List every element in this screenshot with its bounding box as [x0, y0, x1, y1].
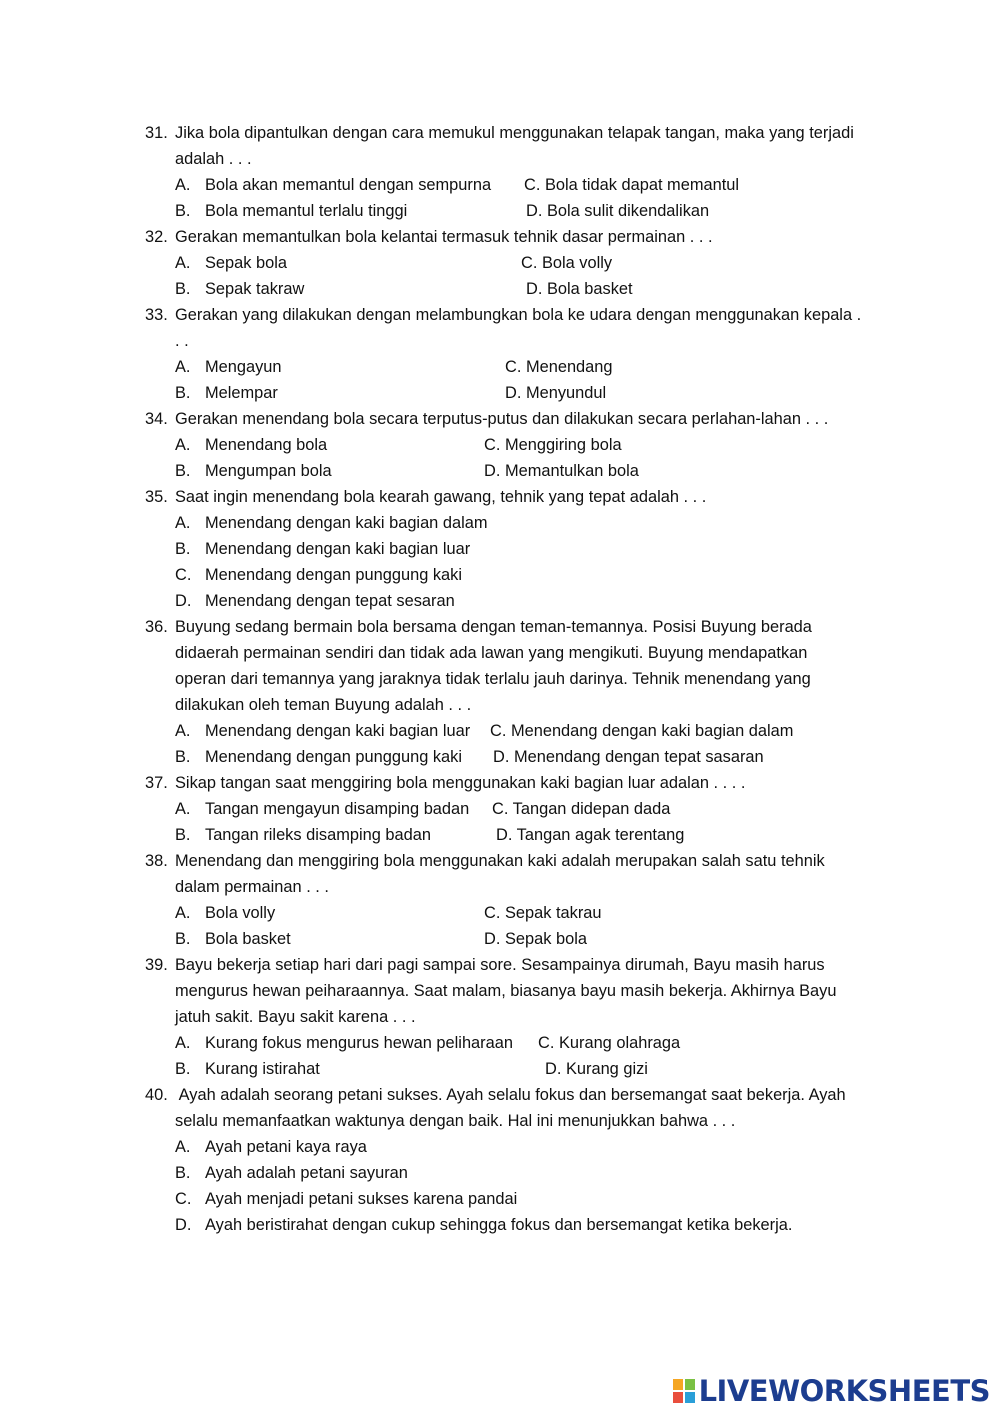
- question-35-option-c[interactable]: Menendang dengan punggung kaki: [205, 566, 463, 584]
- question-33-option-c[interactable]: C. Menendang: [505, 358, 613, 376]
- question-31-option-d[interactable]: D. Bola sulit dikendalikan: [526, 202, 710, 220]
- question-38-text: Menendang dan menggiring bola menggunakan kaki adalah merupakan salah satu tehnik: [175, 852, 825, 870]
- option-letter: A.: [175, 436, 191, 454]
- question-34-option-c[interactable]: C. Menggiring bola: [484, 436, 622, 454]
- question-36-text: operan dari temannya yang jaraknya tidak terlalu jauh darinya. Tehnik menendang yang: [175, 670, 811, 688]
- question-39-option-d[interactable]: D. Kurang gizi: [545, 1060, 648, 1078]
- question-40-number: 40.: [145, 1086, 168, 1104]
- question-33-option-b[interactable]: Melempar: [205, 384, 278, 402]
- question-35-number: 35.: [145, 488, 168, 506]
- option-letter: A.: [175, 176, 191, 194]
- option-letter: D.: [175, 1216, 192, 1234]
- question-32-option-a[interactable]: Sepak bola: [205, 254, 288, 272]
- question-39-option-c[interactable]: C. Kurang olahraga: [538, 1034, 681, 1052]
- question-39-option-b[interactable]: Kurang istirahat: [205, 1060, 320, 1078]
- question-39-number: 39.: [145, 956, 168, 974]
- question-36-number: 36.: [145, 618, 168, 636]
- question-39-text: mengurus hewan peiharaannya. Saat malam, biasanya bayu masih bekerja. Akhirnya Bayu: [175, 982, 837, 1000]
- question-39-text: jatuh sakit. Bayu sakit karena . . .: [175, 1008, 416, 1026]
- question-37-option-d[interactable]: D. Tangan agak terentang: [496, 826, 685, 844]
- option-letter: A.: [175, 254, 191, 272]
- liveworksheets-brand[interactable]: [673, 1373, 990, 1409]
- option-letter: A.: [175, 904, 191, 922]
- question-40-option-c[interactable]: Ayah menjadi petani sukses karena pandai: [205, 1190, 518, 1208]
- question-34-option-b[interactable]: Mengumpan bola: [205, 462, 332, 480]
- question-39-option-a[interactable]: Kurang fokus mengurus hewan peliharaan: [205, 1034, 513, 1052]
- option-letter: A.: [175, 1034, 191, 1052]
- option-letter: B.: [175, 930, 191, 948]
- question-40-option-d[interactable]: Ayah beristirahat dengan cukup sehingga fokus dan bersemangat ketika bekerja.: [205, 1216, 793, 1234]
- question-32-text: Gerakan memantulkan bola kelantai termasuk tehnik dasar permainan . . .: [175, 228, 713, 246]
- question-37-option-b[interactable]: Tangan rileks disamping badan: [205, 826, 431, 844]
- option-letter: C.: [175, 1190, 192, 1208]
- option-letter: C.: [175, 566, 192, 584]
- option-letter: B.: [175, 462, 191, 480]
- question-40-text: selalu memanfaatkan waktunya dengan baik. Hal ini menunjukkan bahwa . . .: [175, 1112, 736, 1130]
- liveworksheets-wordmark: LIVEWORKSHEETS: [698, 1374, 990, 1408]
- question-31-option-b[interactable]: Bola memantul terlalu tinggi: [205, 202, 408, 220]
- option-letter: B.: [175, 826, 191, 844]
- question-38-option-b[interactable]: Bola basket: [205, 930, 291, 948]
- option-letter: A.: [175, 800, 191, 818]
- question-36-option-b[interactable]: Menendang dengan punggung kaki: [205, 748, 463, 766]
- question-40-option-b[interactable]: Ayah adalah petani sayuran: [205, 1164, 408, 1182]
- question-32-option-d[interactable]: D. Bola basket: [526, 280, 633, 298]
- question-34-option-a[interactable]: Menendang bola: [205, 436, 328, 454]
- question-40-option-a[interactable]: Ayah petani kaya raya: [205, 1138, 367, 1156]
- option-letter: A.: [175, 1138, 191, 1156]
- option-letter: B.: [175, 1060, 191, 1078]
- question-34-number: 34.: [145, 410, 168, 428]
- question-31-text: adalah . . .: [175, 150, 252, 168]
- question-36-text: didaerah permainan sendiri dan tidak ada lawan yang mengikuti. Buyung mendapatkan: [175, 644, 808, 662]
- question-31-option-c[interactable]: C. Bola tidak dapat memantul: [524, 176, 740, 194]
- option-letter: B.: [175, 540, 191, 558]
- question-31-number: 31.: [145, 124, 168, 142]
- question-32-option-b[interactable]: Sepak takraw: [205, 280, 305, 298]
- question-37-option-c[interactable]: C. Tangan didepan dada: [492, 800, 671, 818]
- question-32-option-c[interactable]: C. Bola volly: [521, 254, 613, 272]
- question-37-option-a[interactable]: Tangan mengayun disamping badan: [205, 800, 470, 818]
- question-33-option-d[interactable]: D. Menyundul: [505, 384, 607, 402]
- question-33-text: . .: [175, 332, 189, 350]
- question-38-option-c[interactable]: C. Sepak takrau: [484, 904, 602, 922]
- option-letter: D.: [175, 592, 192, 610]
- question-38-option-d[interactable]: D. Sepak bola: [484, 930, 587, 948]
- question-38-option-a[interactable]: Bola volly: [205, 904, 276, 922]
- question-33-number: 33.: [145, 306, 168, 324]
- option-letter: B.: [175, 748, 191, 766]
- question-33-option-a[interactable]: Mengayun: [205, 358, 282, 376]
- question-34-text: Gerakan menendang bola secara terputus-putus dan dilakukan secara perlahan-lahan . . .: [175, 410, 829, 428]
- question-36-text: Buyung sedang bermain bola bersama dengan teman-temannya. Posisi Buyung berada: [175, 618, 812, 636]
- question-33-text: Gerakan yang dilakukan dengan melambungkan bola ke udara dengan menggunakan kepala .: [175, 306, 862, 324]
- question-36-text: dilakukan oleh teman Buyung adalah . . .: [175, 696, 472, 714]
- question-38-number: 38.: [145, 852, 168, 870]
- option-letter: A.: [175, 358, 191, 376]
- question-37-text: Sikap tangan saat menggiring bola menggunakan kaki bagian luar adalan . . . .: [175, 774, 746, 792]
- question-32-number: 32.: [145, 228, 168, 246]
- question-38-text: dalam permainan . . .: [175, 878, 329, 896]
- question-40-text: Ayah adalah seorang petani sukses. Ayah selalu fokus dan bersemangat saat bekerja. Ayah: [175, 1086, 846, 1104]
- question-35-text: Saat ingin menendang bola kearah gawang, tehnik yang tepat adalah . . .: [175, 488, 707, 506]
- question-36-option-a[interactable]: Menendang dengan kaki bagian luar: [205, 722, 471, 740]
- question-31-option-a[interactable]: Bola akan memantul dengan sempurna: [205, 176, 492, 194]
- option-letter: B.: [175, 280, 191, 298]
- question-35-option-a[interactable]: Menendang dengan kaki bagian dalam: [205, 514, 488, 532]
- question-37-number: 37.: [145, 774, 168, 792]
- option-letter: B.: [175, 384, 191, 402]
- liveworksheets-logo-icon: [673, 1379, 695, 1403]
- question-36-option-c[interactable]: C. Menendang dengan kaki bagian dalam: [490, 722, 794, 740]
- option-letter: B.: [175, 202, 191, 220]
- question-35-option-b[interactable]: Menendang dengan kaki bagian luar: [205, 540, 471, 558]
- option-letter: A.: [175, 514, 191, 532]
- option-letter: B.: [175, 1164, 191, 1182]
- question-31-text: Jika bola dipantulkan dengan cara memukul menggunakan telapak tangan, maka yang terjadi: [175, 124, 854, 142]
- question-34-option-d[interactable]: D. Memantulkan bola: [484, 462, 639, 480]
- option-letter: A.: [175, 722, 191, 740]
- question-35-option-d[interactable]: Menendang dengan tepat sesaran: [205, 592, 455, 610]
- question-39-text: Bayu bekerja setiap hari dari pagi sampai sore. Sesampainya dirumah, Bayu masih harus: [175, 956, 825, 974]
- question-36-option-d[interactable]: D. Menendang dengan tepat sasaran: [493, 748, 764, 766]
